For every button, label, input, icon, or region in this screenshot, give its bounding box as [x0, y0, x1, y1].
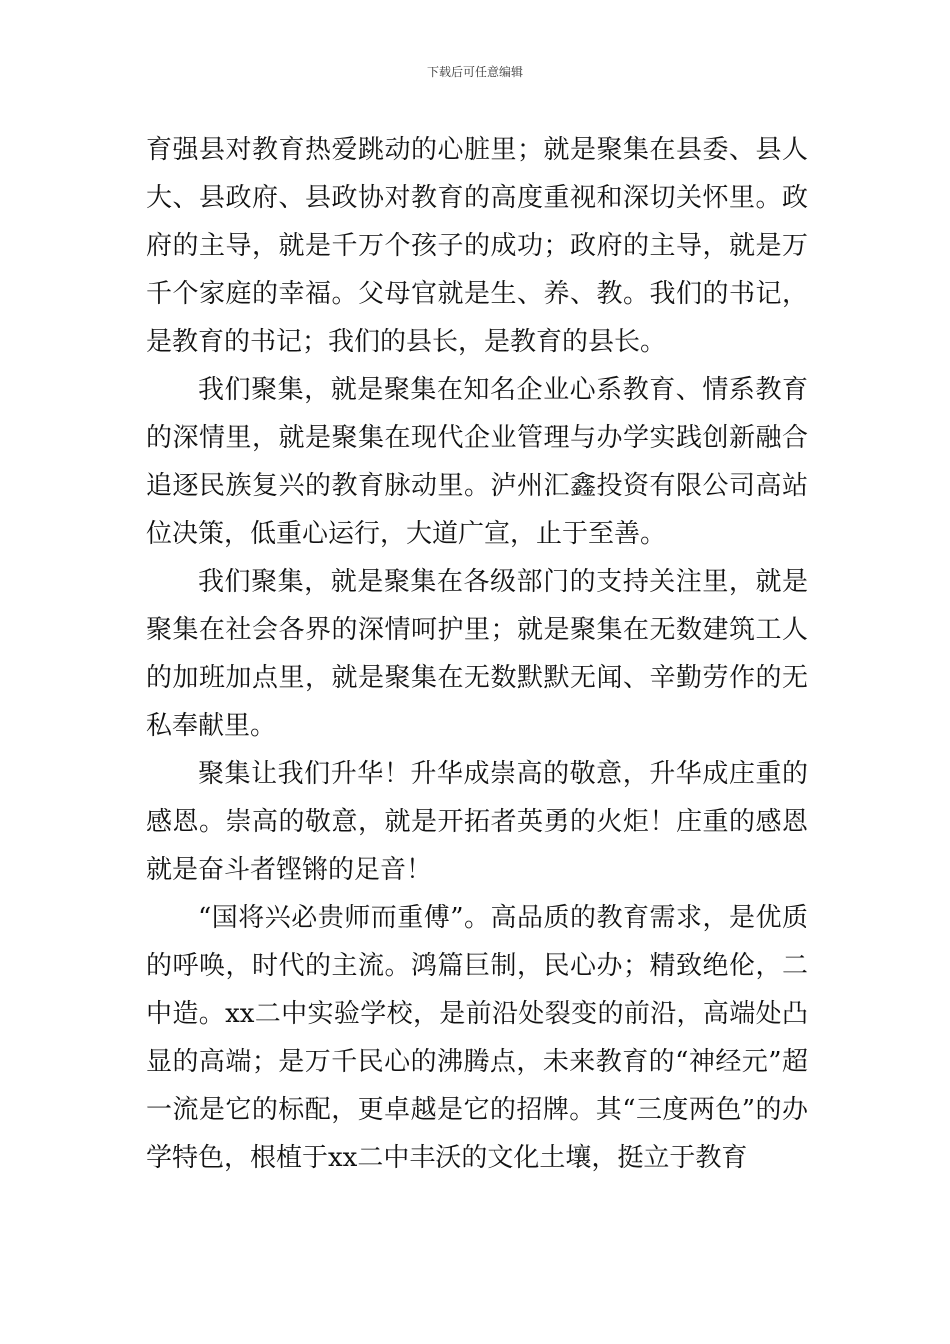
page-header-note: 下载后可任意编辑 — [426, 65, 523, 79]
paragraph-school: “国将兴必贵师而重傅”。高品质的教育需求，是优质的呼唤，时代的主流。鸿篇巨制，民心办；精致绝伦，二中造。xx二中实验学校，是前沿处裂变的前沿，高端处凸显的高端；是万千民心的沸腾点，未来教育的“神经元”超一流是它的标配，更卓越是它的招牌。其“三度两色”的办学特色，根植于xx二中丰沃的文化土壤，挺立于教育 — [146, 903, 808, 1173]
paragraph-sublimation: 聚集让我们升华！升华成崇高的敬意，升华成庄重的感恩。崇高的敬意，就是开拓者英勇的火炬！庄重的感恩就是奋斗者铿锵的足音！ — [146, 759, 808, 885]
paragraph-continuation: 育强县对教育热爱跳动的心脏里；就是聚集在县委、县人大、县政府、县政协对教育的高度重视和深切关怀里。政府的主导，就是千万个孩子的成功；政府的主导，就是万千个家庭的幸福。父母官就是生、养、教。我们的书记，是教育的书记；我们的县长，是教育的县长。 — [146, 135, 808, 357]
document-body — [146, 126, 808, 1182]
paragraph-enterprise: 我们聚集，就是聚集在知名企业心系教育、情系教育的深情里，就是聚集在现代企业管理与办学实践创新融合追逐民族复兴的教育脉动里。泸州汇鑫投资有限公司高站位决策，低重心运行，大道广宣，止于至善。 — [146, 375, 808, 549]
paragraph-departments: 我们聚集，就是聚集在各级部门的支持关注里，就是聚集在社会各界的深情呵护里；就是聚集在无数建筑工人的加班加点里，就是聚集在无数默默无闻、辛勤劳作的无私奉献里。 — [146, 567, 808, 741]
